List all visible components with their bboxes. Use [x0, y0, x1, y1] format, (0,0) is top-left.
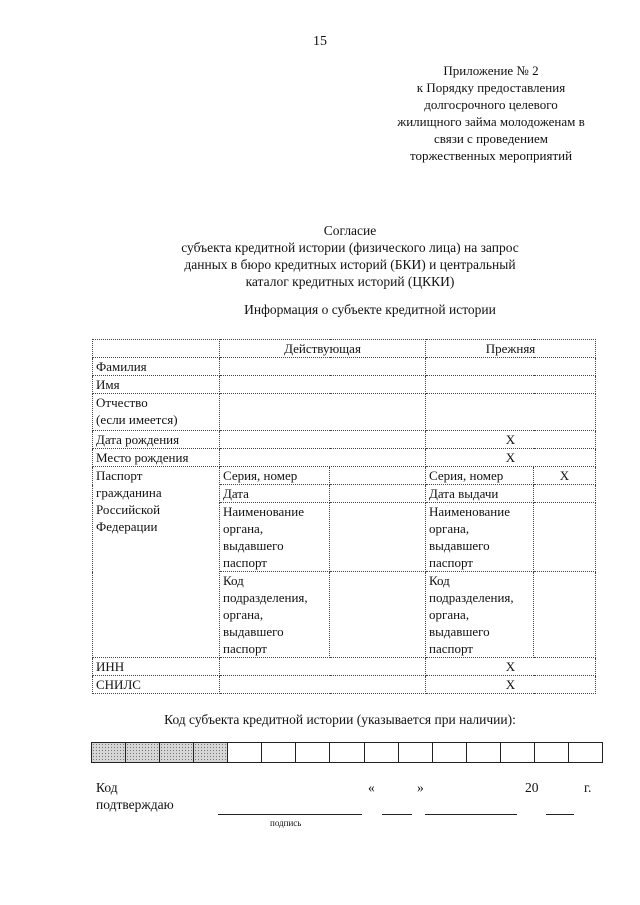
document-title [120, 222, 580, 290]
patronymic-label: Отчество [96, 395, 148, 410]
code-cell[interactable] [535, 743, 569, 762]
row-label-birth-place: Место рождения [93, 449, 220, 467]
quote-open: « [368, 780, 375, 795]
year-prefix: 20 [525, 780, 539, 795]
x-mark: X [534, 467, 596, 485]
appendix-line: Приложение № 2 [443, 63, 539, 78]
input-cell-name-previous[interactable] [426, 376, 596, 394]
code-cell[interactable] [228, 743, 262, 762]
code-cell-shaded [160, 743, 194, 762]
division-line: паспорт [223, 641, 267, 656]
quote-close: » [417, 780, 424, 795]
input-cell-date-current[interactable] [330, 485, 426, 503]
division-line: выдавшего [223, 624, 284, 639]
page-number: 15 [313, 34, 327, 49]
label-issue-date-previous: Дата выдачи [426, 485, 534, 503]
row-label-passport [93, 467, 220, 658]
division-line: Код [429, 573, 450, 588]
input-cell-division-code-previous[interactable] [534, 572, 596, 658]
code-cell[interactable] [467, 743, 501, 762]
code-cell[interactable] [330, 743, 364, 762]
appendix-line: жилищного займа молодоженам в [397, 114, 585, 129]
signature-line[interactable] [218, 814, 362, 815]
input-cell-series-number-current[interactable] [330, 467, 426, 485]
division-line: органа, [429, 607, 470, 622]
division-line: подразделения, [429, 590, 514, 605]
issuer-line: выдавшего [223, 538, 284, 553]
code-word: Код [96, 780, 118, 795]
header-current: Действующая [220, 340, 426, 358]
table-row [93, 431, 596, 449]
code-cell[interactable] [296, 743, 330, 762]
table-row [93, 449, 596, 467]
day-line[interactable] [382, 814, 412, 815]
issuer-line: Наименование [429, 504, 510, 519]
title-line: данных в бюро кредитных историй (БКИ) и центральный [184, 257, 516, 272]
x-mark: X [426, 449, 596, 467]
table-row [93, 376, 596, 394]
code-cell[interactable] [433, 743, 467, 762]
input-cell-name-current[interactable] [220, 376, 426, 394]
header-empty-cell [93, 340, 220, 358]
input-cell-birth-place-current[interactable] [220, 449, 426, 467]
x-mark: X [426, 676, 596, 694]
input-cell-birth-date-current[interactable] [220, 431, 426, 449]
division-line: подразделения, [223, 590, 308, 605]
label-series-number-previous: Серия, номер [426, 467, 534, 485]
input-cell-issuer-current[interactable] [330, 503, 426, 572]
row-label-inn: ИНН [93, 658, 220, 676]
issuer-line: паспорт [429, 555, 473, 570]
appendix-line: связи с проведением [434, 131, 548, 146]
division-line: Код [223, 573, 244, 588]
code-cell[interactable] [365, 743, 399, 762]
appendix-line: к Порядку предоставления [416, 80, 566, 95]
header-previous: Прежняя [426, 340, 596, 358]
year-suffix: г. [584, 780, 592, 795]
input-cell-patronymic-previous[interactable] [426, 394, 596, 431]
table-row [93, 394, 596, 431]
code-cell[interactable] [569, 743, 602, 762]
input-cell-patronymic-current[interactable] [220, 394, 426, 431]
issuer-line: выдавшего [429, 538, 490, 553]
input-cell-surname-previous[interactable] [426, 358, 596, 376]
label-division-code-previous [426, 572, 534, 658]
input-cell-snils-current[interactable] [220, 676, 426, 694]
table-row [93, 467, 596, 485]
label-series-number-current: Серия, номер [220, 467, 330, 485]
input-cell-issue-date-previous[interactable] [534, 485, 596, 503]
code-cell[interactable] [501, 743, 535, 762]
section-subtitle: Информация о субъекте кредитной истории [244, 302, 496, 317]
division-line: паспорт [429, 641, 473, 656]
code-cell-shaded [126, 743, 160, 762]
code-cells [91, 742, 603, 763]
appendix-line: долгосрочного целевого [424, 97, 558, 112]
x-mark: X [426, 431, 596, 449]
appendix-line: торжественных мероприятий [409, 148, 573, 163]
row-label-surname: Фамилия [93, 358, 220, 376]
subject-info-table [92, 339, 596, 694]
code-cell[interactable] [262, 743, 296, 762]
table-row [93, 358, 596, 376]
input-cell-inn-current[interactable] [220, 658, 426, 676]
month-line[interactable] [425, 814, 517, 815]
signature-caption: подпись [270, 818, 302, 828]
title-line: Согласие [323, 223, 377, 238]
division-line: органа, [223, 607, 264, 622]
code-cell-shaded [194, 743, 228, 762]
passport-label-line: Федерации [96, 519, 158, 534]
code-cell[interactable] [399, 743, 433, 762]
issuer-line: паспорт [223, 555, 267, 570]
confirm-word: подтверждаю [96, 797, 174, 812]
row-label-name: Имя [93, 376, 220, 394]
issuer-line: Наименование [223, 504, 304, 519]
passport-label-line: гражданина [96, 485, 162, 500]
title-line: субъекта кредитной истории (физического лица) на запрос [181, 240, 519, 255]
input-cell-issuer-previous[interactable] [534, 503, 596, 572]
issuer-line: органа, [223, 521, 264, 536]
label-date-current: Дата [220, 485, 330, 503]
row-label-patronymic [93, 394, 220, 431]
label-division-code-current [220, 572, 330, 658]
issuer-line: органа, [429, 521, 470, 536]
x-mark: X [426, 658, 596, 676]
input-cell-division-code-current[interactable] [330, 572, 426, 658]
label-issuer-current [220, 503, 330, 572]
division-line: выдавшего [429, 624, 490, 639]
year-line[interactable] [546, 814, 574, 815]
title-line: каталог кредитных историй (ЦККИ) [245, 274, 455, 289]
label-issuer-previous [426, 503, 534, 572]
patronymic-note: (если имеется) [96, 412, 178, 427]
passport-label-line: Паспорт [96, 468, 143, 483]
row-label-snils: СНИЛС [93, 676, 220, 694]
code-caption: Код субъекта кредитной истории (указывается при наличии): [164, 712, 516, 727]
row-label-birth-date: Дата рождения [93, 431, 220, 449]
passport-label-line: Российской [96, 502, 161, 517]
appendix-heading [375, 62, 607, 164]
input-cell-surname-current[interactable] [220, 358, 426, 376]
table-row [93, 676, 596, 694]
code-cell-shaded [92, 743, 126, 762]
table-header-row [93, 340, 596, 358]
table-row [93, 658, 596, 676]
